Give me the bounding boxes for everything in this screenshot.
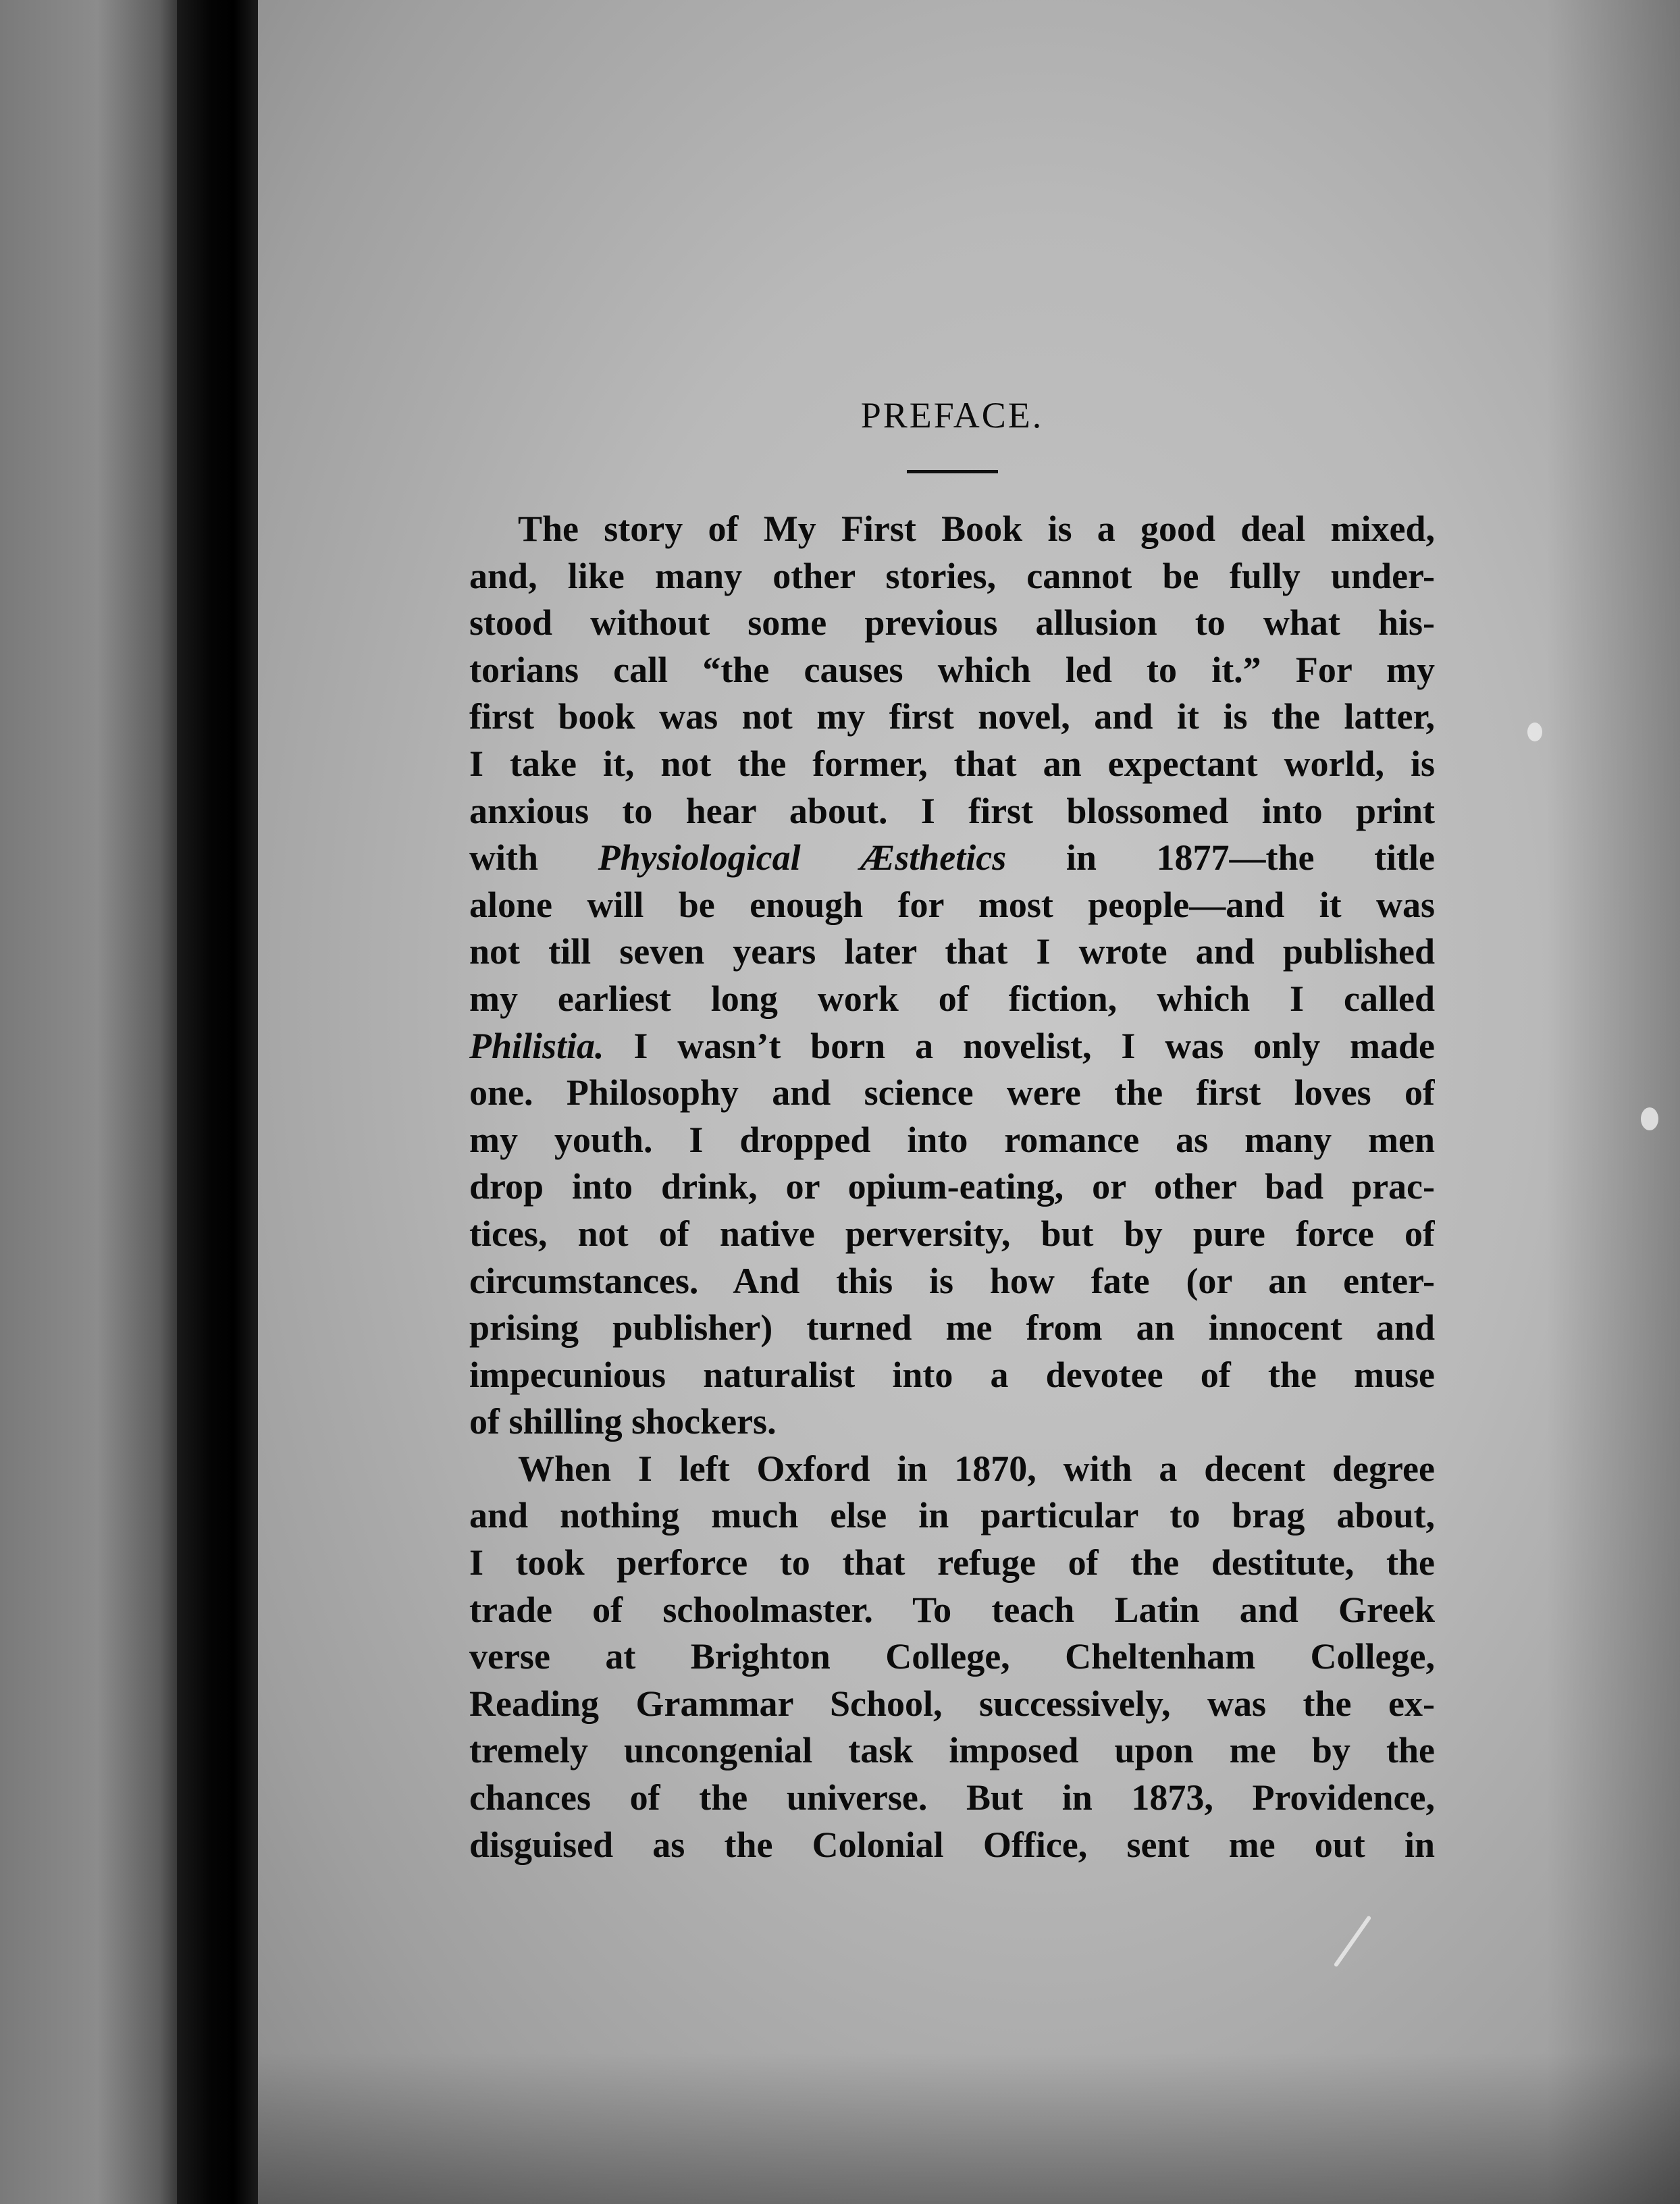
text-segment: I wasn’t born a novelist, I was only made bbox=[604, 1025, 1435, 1066]
text-line: my earliest long work of fiction, which I called bbox=[469, 978, 1435, 1019]
paper-speck bbox=[1641, 1107, 1658, 1130]
text-line: not till seven years later that I wrote and published bbox=[469, 931, 1435, 972]
text-line: alone will be enough for most people—and it was bbox=[469, 884, 1435, 925]
text-line: torians call “the causes which led to it.” For my bbox=[469, 649, 1435, 690]
text-line: drop into drink, or opium-eating, or other bad prac- bbox=[469, 1166, 1435, 1207]
page-bottom-shadow bbox=[258, 2053, 1680, 2204]
text-line: chances of the universe. But in 1873, Providence, bbox=[469, 1777, 1435, 1818]
text-line: Reading Grammar School, successively, was the ex- bbox=[469, 1683, 1435, 1724]
text-line: I take it, not the former, that an expectant world, is bbox=[469, 743, 1435, 784]
text-line: disguised as the Colonial Office, sent me out in bbox=[469, 1824, 1435, 1865]
book-gutter bbox=[177, 0, 258, 2204]
facing-page-edge bbox=[0, 0, 177, 2204]
text-line: trade of schoolmaster. To teach Latin and Greek bbox=[469, 1589, 1435, 1630]
text-line: my youth. I dropped into romance as many men bbox=[469, 1119, 1435, 1160]
text-segment: with bbox=[469, 837, 598, 878]
text-line bbox=[469, 835, 1435, 882]
text-line: I took perforce to that refuge of the destitute, the bbox=[469, 1542, 1435, 1583]
text-line: and nothing much else in particular to brag about, bbox=[469, 1495, 1435, 1536]
text-line: The story of My First Book is a good deal mixed, bbox=[518, 508, 1435, 549]
text-line: When I left Oxford in 1870, with a decent degree bbox=[518, 1448, 1435, 1489]
text-line: impecunious naturalist into a devotee of the muse bbox=[469, 1354, 1435, 1395]
text-line: one. Philosophy and science were the first loves of bbox=[469, 1072, 1435, 1113]
text-line: and, like many other stories, cannot be fully under- bbox=[469, 555, 1435, 596]
text-line: stood without some previous allusion to what his- bbox=[469, 602, 1435, 644]
page-title: PREFACE. bbox=[860, 395, 1044, 436]
text-line: verse at Brighton College, Cheltenham College, bbox=[469, 1636, 1435, 1677]
text-line bbox=[469, 1023, 1435, 1070]
text-segment: in 1877—the title bbox=[1006, 837, 1435, 878]
text-line: of shilling shockers. bbox=[469, 1401, 777, 1442]
text-line: circumstances. And this is how fate (or an enter- bbox=[469, 1260, 1435, 1301]
title-rule bbox=[907, 470, 998, 473]
text-line: prising publisher) turned me from an innocent and bbox=[469, 1307, 1435, 1348]
paper-speck bbox=[1527, 723, 1542, 741]
book-title: Physiological Æsthetics bbox=[598, 837, 1007, 878]
text-line: anxious to hear about. I first blossomed into print bbox=[469, 790, 1435, 831]
text-line: tremely uncongenial task imposed upon me by the bbox=[469, 1730, 1435, 1771]
text-line: tices, not of native perversity, but by pure force of bbox=[469, 1213, 1435, 1254]
book-title: Philistia. bbox=[469, 1025, 604, 1066]
text-line: first book was not my first novel, and it is the latter, bbox=[469, 696, 1435, 737]
preface-text bbox=[469, 392, 1435, 1868]
page-edge-shadow bbox=[1546, 0, 1680, 2204]
